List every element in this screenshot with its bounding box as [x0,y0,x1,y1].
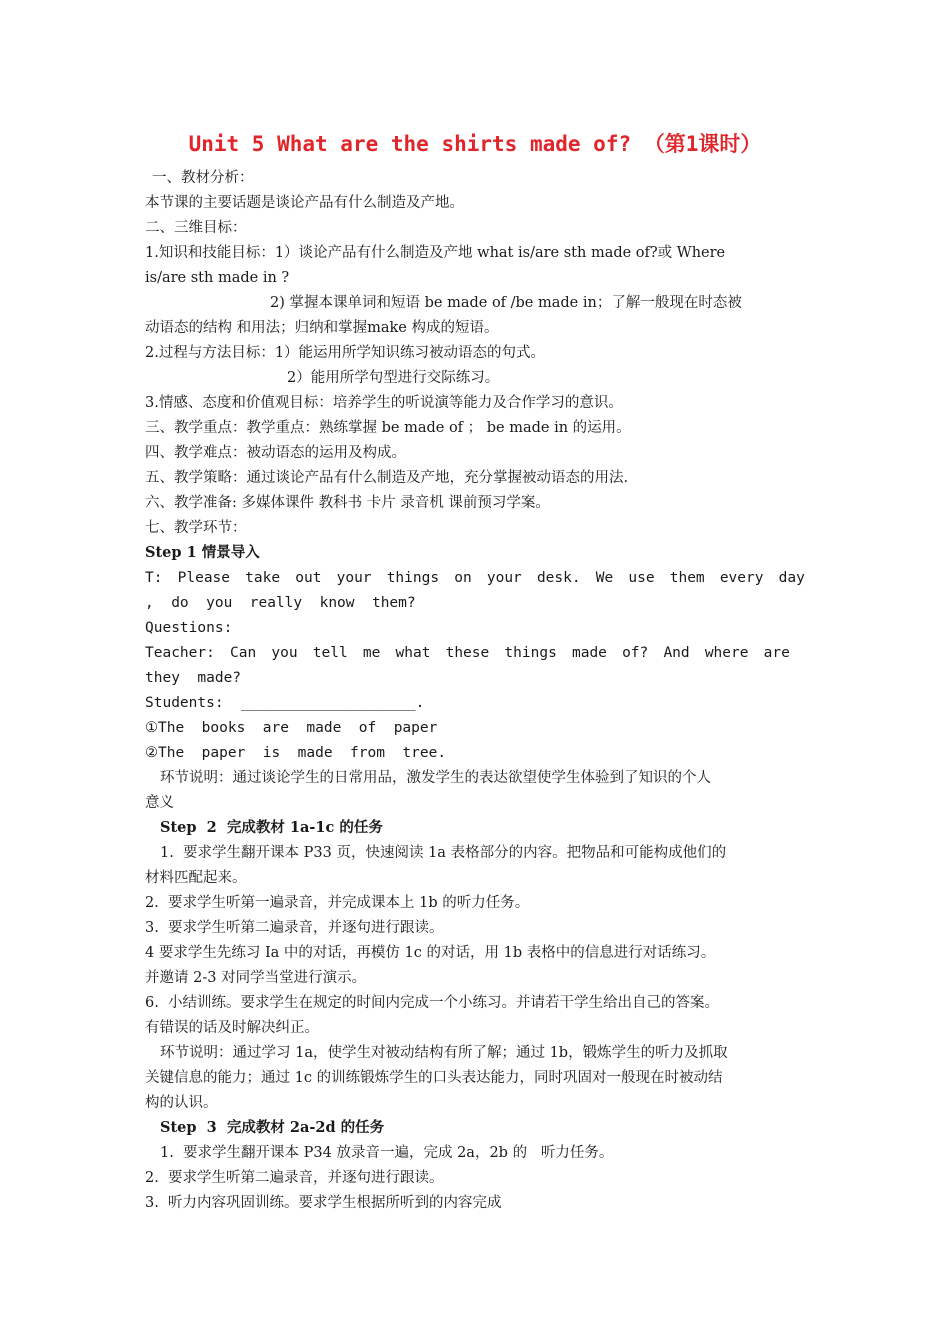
paragraph-line: 材料匹配起来。 [145,870,247,886]
teacher-question-line: Teacher: Can you tell me what these things made of? And where are [145,645,790,661]
paragraph-line: 3.情感、态度和价值观目标：培养学生的听说演等能力及合作学习的意识。 [145,395,623,411]
students-answer-line: Students: ____________________. [145,695,425,711]
paragraph-line: 本节课的主要话题是谈论产品有什么制造及产地。 [145,195,464,211]
list-item: 1. 要求学生翻开课本 P33 页，快速阅读 1a 表格部分的内容。把物品和可能构成他们的 [160,845,727,861]
paragraph-line: is/are sth made in ? [145,270,290,286]
section-heading-preparation: 六、教学准备: 多媒体课件 教科书 卡片 录音机 课前预习学案。 [145,495,550,511]
paragraph-line: 并邀请 2-3 对同学当堂进行演示。 [145,970,367,986]
paragraph-line: 1.知识和技能目标：1）谈论产品有什么制造及产地 what is/are sth made of?或 Where [145,245,726,261]
step-note: 环节说明：通过学习 1a，使学生对被动结构有所了解；通过 1b，锻炼学生的听力及抓取 [160,1045,728,1061]
answer-item-1: ①The books are made of paper [145,720,438,736]
step-3-heading: Step 3 完成教材 2a-2d 的任务 [160,1119,385,1136]
section-heading-procedure: 七、教学环节： [145,520,247,536]
section-heading-goals: 二、三维目标： [145,220,247,236]
paragraph-line: 2) 掌握本课单词和短语 be made of /be made in；了解一般现在时态被 [270,295,742,311]
list-item: 4 要求学生先练习 Ia 中的对话，再模仿 1c 的对话，用 1b 表格中的信息进行对话练习。 [145,945,716,961]
paragraph-line: they made? [145,670,242,686]
list-item: 2. 要求学生听第一遍录音，并完成课本上 1b 的听力任务。 [145,895,530,911]
paragraph-line: 关键信息的能力；通过 1c 的训练锻炼学生的口头表达能力，同时巩固对一般现在时被动结 [145,1070,723,1086]
section-heading-strategy: 五、教学策略：通过谈论产品有什么制造及产地，充分掌握被动语态的用法. [145,470,629,486]
step-note: 环节说明：通过谈论学生的日常用品，激发学生的表达欲望使学生体验到了知识的个人 [160,770,711,786]
answer-item-2: ②The paper is made from tree. [145,745,447,761]
document-title: Unit 5 What are the shirts made of? （第1课时） [188,132,762,156]
list-item: 6. 小结训练。要求学生在规定的时间内完成一个小练习。并请若干学生给出自己的答案。 [145,995,720,1011]
section-heading-materials: 一、教材分析： [152,170,254,186]
paragraph-line: 2.过程与方法目标：1）能运用所学知识练习被动语态的句式。 [145,345,546,361]
paragraph-line: 动语态的结构 和用法；归纳和掌握make 构成的短语。 [145,320,499,336]
step-1-heading: Step 1 情景导入 [145,544,260,561]
section-heading-difficulties: 四、教学难点：被动语态的运用及构成。 [145,445,406,461]
questions-label: Questions: [145,620,233,636]
list-item: 3. 听力内容巩固训练。要求学生根据所听到的内容完成 [145,1195,502,1211]
section-heading-key-points: 三、教学重点：教学重点：熟练掌握 be made of ； be made in 的运用。 [145,420,631,436]
paragraph-line: 构的认识。 [145,1095,218,1111]
step-1-teacher-line: T: Please take out your things on your desk. We use them every day [145,570,805,586]
list-item: 3. 要求学生听第二遍录音，并逐句进行跟读。 [145,920,444,936]
list-item: 1. 要求学生翻开课本 P34 放录音一遍，完成 2a，2b 的 听力任务。 [160,1145,614,1161]
paragraph-line: 有错误的话及时解决纠正。 [145,1020,319,1036]
paragraph-line: 2）能用所学句型进行交际练习。 [287,370,500,386]
list-item: 2. 要求学生听第二遍录音，并逐句进行跟读。 [145,1170,444,1186]
step-2-heading: Step 2 完成教材 1a-1c 的任务 [160,819,383,836]
paragraph-line: 意义 [145,795,174,811]
paragraph-line: , do you really know them? [145,595,416,611]
